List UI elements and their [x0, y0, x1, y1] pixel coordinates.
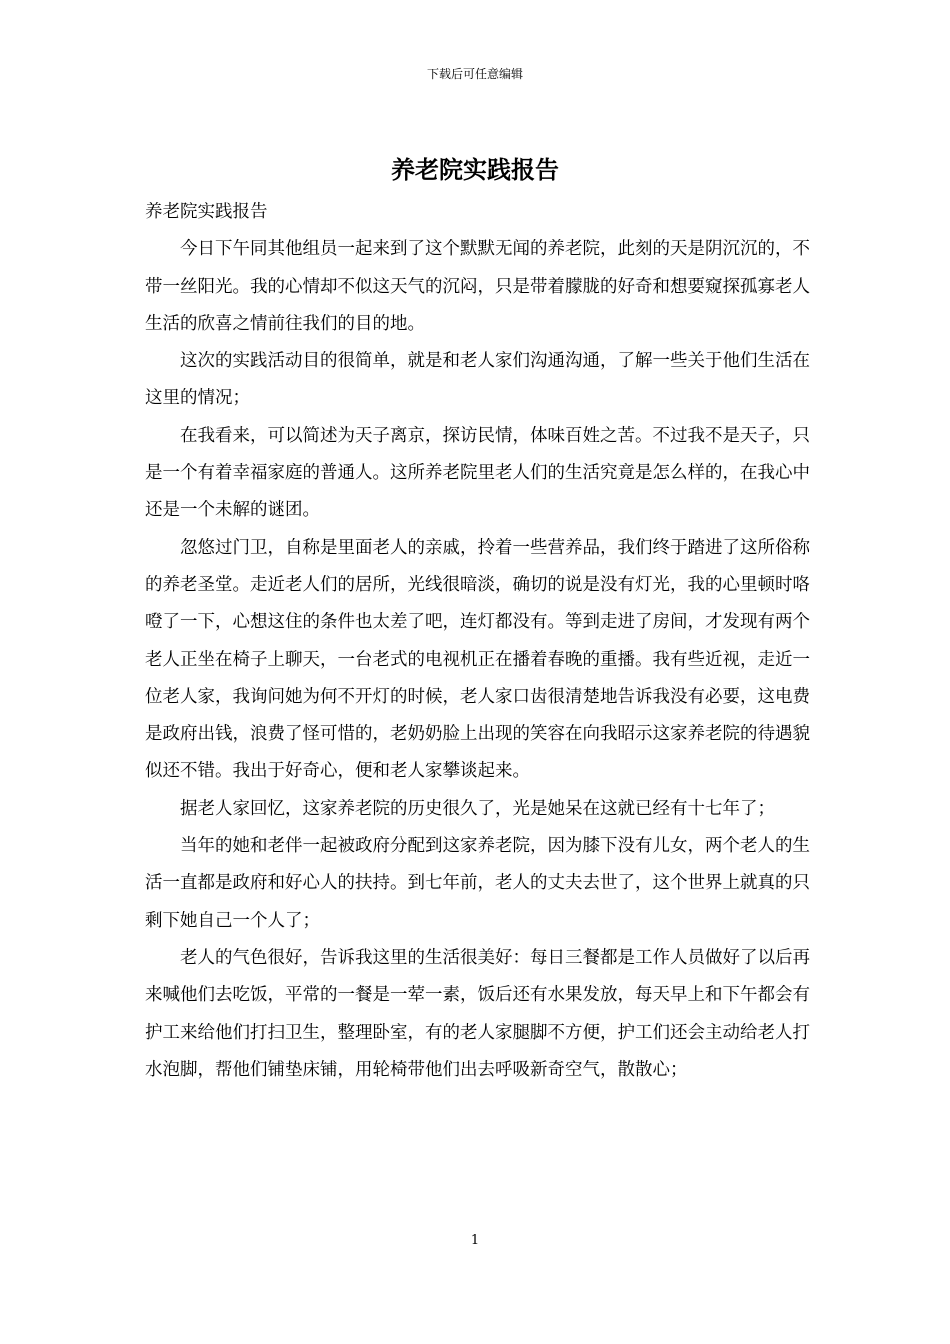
document-body: [145, 194, 810, 1089]
paragraph: 老人的气色很好，告诉我这里的生活很美好：每日三餐都是工作人员做好了以后再来喊他们去吃饭，平常的一餐是一荤一素，饭后还有水果发放，每天早上和下午都会有护工来给他们打扫卫生，整理卧室，有的老人家腿脚不方便，护工们还会主动给老人打水泡脚，帮他们铺垫床铺，用轮椅带他们出去呼吸新奇空气，散散心；: [145, 947, 810, 1080]
paragraph: 这次的实践活动目的很简单，就是和老人家们沟通沟通，了解一些关于他们生活在这里的情况；: [145, 351, 810, 409]
header-note: 下载后可任意编辑: [426, 67, 523, 81]
document-subtitle: 养老院实践报告: [145, 202, 268, 222]
page-number: 1: [470, 1233, 480, 1248]
paragraph: 据老人家回忆，这家养老院的历史很久了，光是她呆在这就已经有十七年了；: [180, 798, 775, 819]
document-title: 养老院实践报告: [391, 155, 559, 184]
paragraph: 当年的她和老伴一起被政府分配到这家养老院，因为膝下没有儿女，两个老人的生活一直都是政府和好心人的扶持。到七年前，老人的丈夫去世了，这个世界上就真的只剩下她自己一个人了；: [145, 836, 810, 931]
paragraph: 在我看来，可以简述为天子离京，探访民情，体味百姓之苦。不过我不是天子，只是一个有着幸福家庭的普通人。这所养老院里老人们的生活究竟是怎么样的，在我心中还是一个未解的谜团。: [145, 425, 810, 521]
paragraph: 今日下午同其他组员一起来到了这个默默无闻的养老院，此刻的天是阴沉沉的，不带一丝阳光。我的心情却不似这天气的沉闷，只是带着朦胧的好奇和想要窥探孤寡老人生活的欣喜之情前往我们的目的地。: [145, 239, 810, 334]
paragraph: 忽悠过门卫，自称是里面老人的亲戚，拎着一些营养品，我们终于踏进了这所俗称的养老圣堂。走近老人们的居所，光线很暗淡，确切的说是没有灯光，我的心里顿时咯噔了一下，心想这住的条件也太差了吧，连灯都没有。等到走进了房间，才发现有两个老人正坐在椅子上聊天，一台老式的电视机正在播着春晚的重播。我有些近视，走近一位老人家，我询问她为何不开灯的时候，老人家口齿很清楚地告诉我没有必要，这电费是政府出钱，浪费了怪可惜的，老奶奶脸上出现的笑容在向我昭示这家养老院的待遇貌似还不错。我出于好奇心，便和老人家攀谈起来。: [145, 537, 810, 782]
